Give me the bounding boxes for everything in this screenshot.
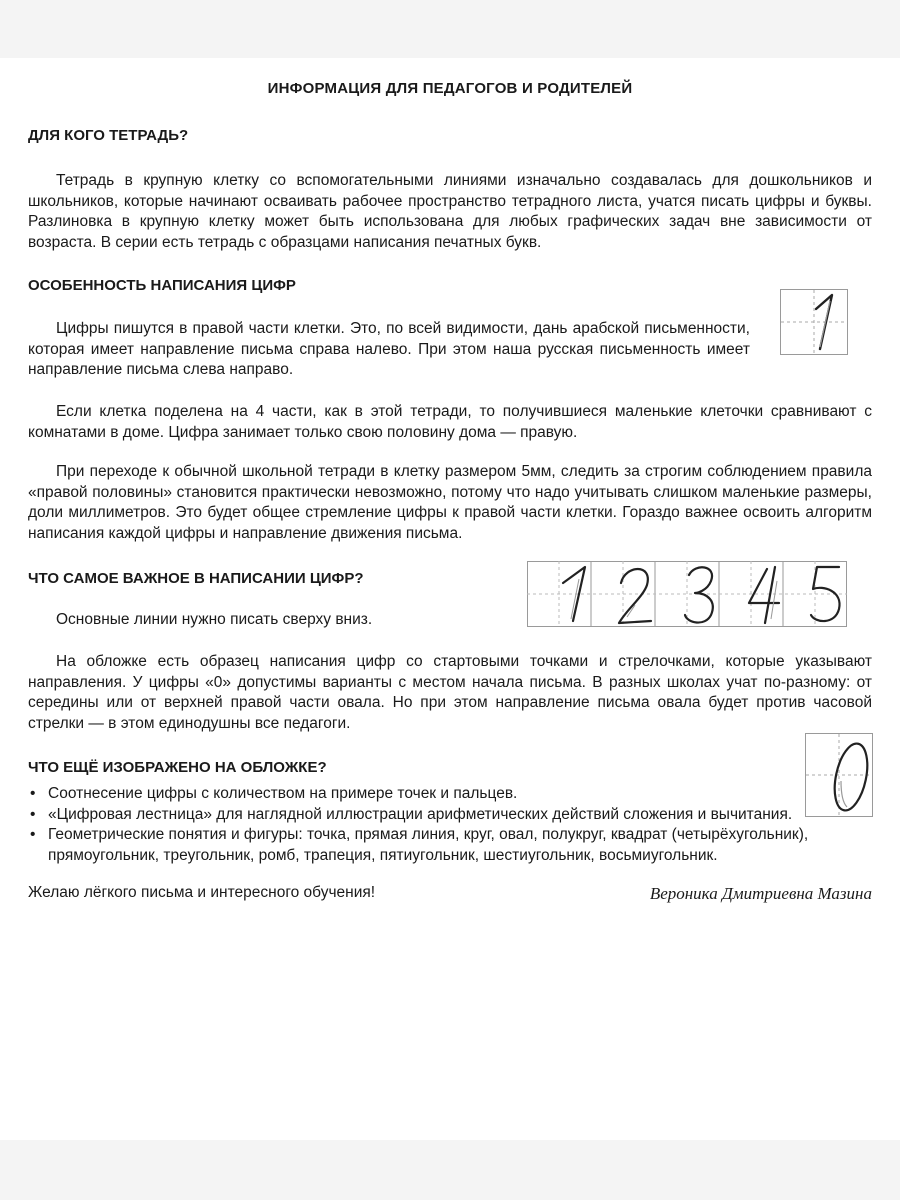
paragraph-for-whom: Тетрадь в крупную клетку со вспомогательными линиями изначально создавалась для дошкольников и школьников, которые начинают осваивать рабочее пространство тетрадного листа, учатся писать цифры и буквы. Разлиновка в крупную клетку может быть использована для любых графических задач вне зависимости от возраста. В серии есть тетрадь с образцами написания печатных букв. — [28, 172, 872, 251]
digit-zero-cell-illustration — [805, 733, 873, 817]
cover-contents-list — [28, 784, 878, 866]
paragraph-right-side: Цифры пишутся в правой части клетки. Это, по всей видимости, дань арабской письменности, которая имеет направление письма справа налево. При этом наша русская письменность имеет направление письма слева направо. — [28, 320, 750, 378]
heading-digit-writing-feature: ОСОБЕННОСТЬ НАПИСАНИЯ ЦИФР — [28, 277, 296, 294]
digit-one-label: 1 — [780, 289, 781, 290]
closing-line: Желаю лёгкого письма и интересного обучения! — [28, 884, 376, 901]
paragraph-school-notebook: При переходе к обычной школьной тетради в клетку размером 5мм, следить за строгим соблюдением правила «правой половины» становится практически невозможно, потому что надо учитывать слишком маленькие размеры, доли миллиметров. Это будет общее стремление цифры к правой части клетки. Гораздо важнее освоить алгоритм написания каждой цифры и направление движения письма. — [28, 463, 872, 542]
heading-for-whom: ДЛЯ КОГО ТЕТРАДЬ? — [28, 127, 189, 144]
heading-most-important: ЧТО САМОЕ ВАЖНОЕ В НАПИСАНИИ ЦИФР? — [28, 570, 364, 587]
list-item: • «Цифровая лестница» для наглядной иллюстрации арифметических действий сложения и вычитания. — [28, 805, 878, 826]
list-item: • Геометрические понятия и фигуры: точка, прямая линия, круг, овал, полукруг, квадрат (четырёхугольник), прямоугольник, треугольник, ромб, трапеция, пятиугольник, шестиугольник, восьмиугольник. — [28, 825, 878, 866]
paragraph-top-down: Основные линии нужно писать сверху вниз. — [56, 611, 373, 628]
digit-one-cell-illustration — [780, 289, 848, 355]
paragraph-cover-sample: На обложке есть образец написания цифр со стартовыми точками и стрелочками, которые указывают направления. У цифры «0» допустимы варианты с местом начала письма. В разных школах учат по-разному: от середины или от верхней правой части овала. Но при этом направление письма овала будет против часовой стрелки — в этом единодушны все педагоги. — [28, 653, 872, 732]
digits-row-illustration — [527, 561, 847, 627]
list-item: • Соотнесение цифры с количеством на примере точек и пальцев. — [28, 784, 878, 805]
heading-cover-contents: ЧТО ЕЩЁ ИЗОБРАЖЕНО НА ОБЛОЖКЕ? — [28, 759, 327, 776]
author-signature: Вероника Дмитриевна Мазина — [649, 884, 872, 903]
paragraph-four-parts: Если клетка поделена на 4 части, как в этой тетради, то получившиеся маленькие клеточки сравнивают с комнатами в доме. Цифра занимает только свою половину дома — правую. — [28, 403, 872, 441]
page-title: ИНФОРМАЦИЯ ДЛЯ ПЕДАГОГОВ И РОДИТЕЛЕЙ — [267, 80, 633, 97]
